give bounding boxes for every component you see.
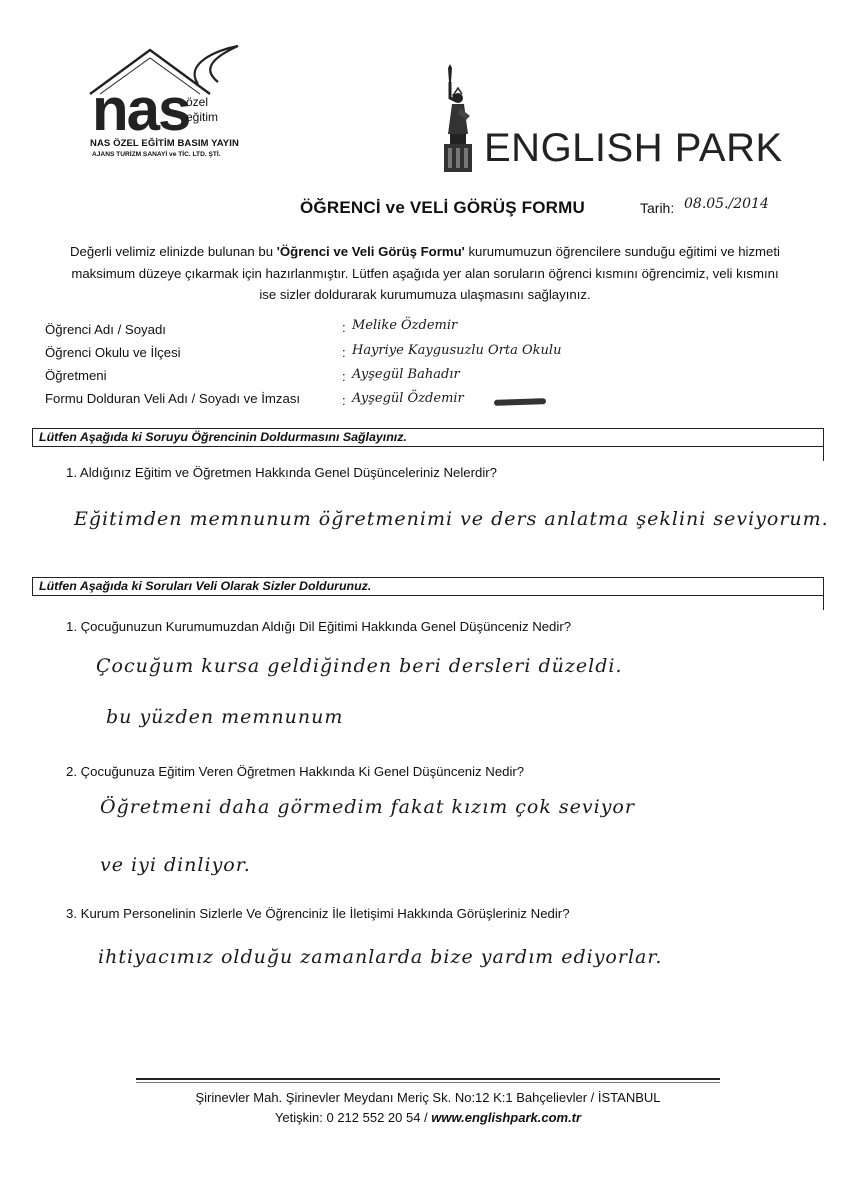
date-label: Tarih:: [640, 200, 675, 216]
student-question-1: 1. Aldığınız Eğitim ve Öğretmen Hakkında Genel Düşünceleriniz Nelerdir?: [66, 465, 497, 480]
parent-section-header-text: Lütfen Aşağıda ki Soruları Veli Olarak Sizler Doldurunuz.: [39, 579, 372, 593]
intro-line-1-post: kurumumuzun öğrencilere sunduğu eğitimi ve hizmeti: [464, 244, 780, 259]
student-name-value[interactable]: Melike Özdemir: [352, 318, 458, 333]
colon: :: [342, 320, 346, 335]
student-school-value[interactable]: Hayriye Kaygusuzlu Orta Okulu: [352, 343, 562, 358]
colon: :: [342, 369, 346, 384]
nas-logo-ozel: özel: [186, 95, 209, 109]
parent-answer-2-line-2[interactable]: ve iyi dinliyor.: [100, 854, 251, 876]
parent-signature-scribble: [494, 398, 546, 406]
parent-answer-1-line-2[interactable]: bu yüzden memnunum: [106, 706, 344, 728]
parent-name-value[interactable]: Ayşegül Özdemir: [352, 391, 464, 406]
nas-company-name: NAS ÖZEL EĞİTİM BASIM YAYIN: [90, 138, 239, 149]
parent-question-2: 2. Çocuğunuza Eğitim Veren Öğretmen Hakkında Ki Genel Düşünceniz Nedir?: [66, 764, 525, 779]
parent-question-1: 1. Çocuğunuzun Kurumumuzdan Aldığı Dil Eğitimi Hakkında Genel Düşünceniz Nedir?: [66, 619, 572, 634]
statue-of-liberty-icon: [436, 64, 482, 172]
parent-name-label: Formu Dolduran Veli Adı / Soyadı ve İmzası: [45, 391, 301, 406]
nas-logo-egitim: eğitim: [186, 110, 219, 124]
intro-paragraph: [30, 241, 820, 306]
footer-divider: [136, 1078, 720, 1080]
intro-line-3: ise sizler doldurarak kurumumuza ulaşmasını sağlayınız.: [259, 287, 591, 302]
intro-line-1: [30, 241, 820, 263]
student-section-header-text: Lütfen Aşağıda ki Soruyu Öğrencinin Doldurmasını Sağlayınız.: [39, 430, 407, 444]
footer-contact: [140, 1110, 716, 1125]
nas-logo-letters: nas: [92, 76, 190, 143]
intro-form-name: 'Öğrenci ve Veli Görüş Formu': [276, 244, 465, 259]
colon: :: [342, 393, 346, 408]
english-park-logo-text: ENGLISH PARK: [484, 126, 783, 170]
student-school-label: Öğrenci Okulu ve İlçesi: [45, 345, 181, 360]
intro-line-1-pre: Değerli velimiz elinizde bulunan bu: [70, 244, 277, 259]
student-name-label: Öğrenci Adı / Soyadı: [45, 322, 166, 337]
parent-answer-1-line-1[interactable]: Çocuğum kursa geldiğinden beri dersleri düzeldi.: [96, 655, 623, 677]
footer-website-link[interactable]: www.englishpark.com.tr: [431, 1110, 582, 1125]
parent-answer-3-line-1[interactable]: ihtiyacımız olduğu zamanlarda bize yardım ediyorlar.: [98, 946, 663, 968]
teacher-label: Öğretmeni: [45, 368, 107, 383]
student-answer-1[interactable]: Eğitimden memnunum öğretmenimi ve ders anlatma şeklini seviyorum.: [74, 508, 829, 530]
parent-answer-2-line-1[interactable]: Öğretmeni daha görmedim fakat kızım çok seviyor: [100, 796, 635, 818]
footer-divider-thin: [136, 1082, 720, 1083]
section-box-tick: [823, 446, 824, 461]
intro-line-2: maksimum düzeye çıkarmak için hazırlanmıştır. Lütfen aşağıda yer alan soruların öğrenci kısmını öğrencimiz, veli kısmını: [71, 265, 779, 281]
section-box-tick: [823, 595, 824, 610]
footer-address: Şirinevler Mah. Şirinevler Meydanı Meriç Sk. No:12 K:1 Bahçelievler / İSTANBUL: [195, 1090, 661, 1105]
nas-company-subtitle: AJANS TURİZM SANAYİ ve TİC. LTD. ŞTİ.: [92, 151, 221, 158]
footer-phone: Yetişkin: 0 212 552 20 54 /: [274, 1110, 432, 1125]
teacher-value[interactable]: Ayşegül Bahadır: [352, 367, 460, 382]
form-title: ÖĞRENCİ ve VELİ GÖRÜŞ FORMU: [300, 198, 585, 217]
parent-question-3: 3. Kurum Personelinin Sizlerle Ve Öğrenciniz İle İletişimi Hakkında Görüşleriniz Nedir?: [66, 906, 570, 921]
parent-section-header: [32, 577, 824, 596]
date-value: 08.05./2014: [684, 196, 769, 212]
colon: :: [342, 345, 346, 360]
student-section-header: [32, 428, 824, 447]
